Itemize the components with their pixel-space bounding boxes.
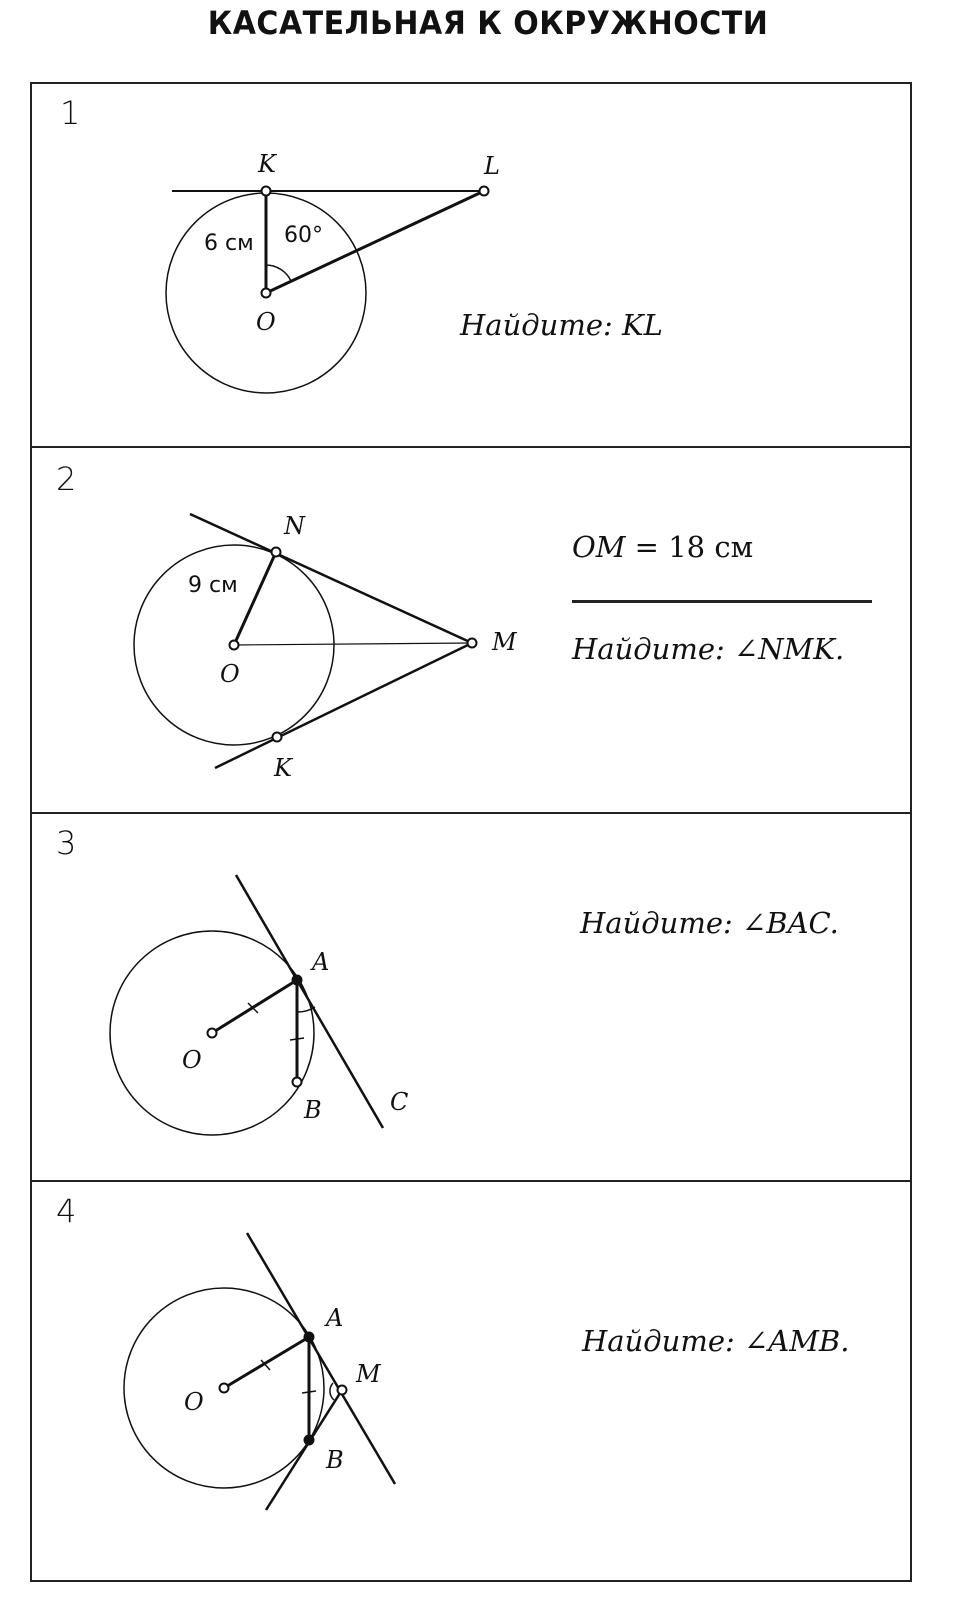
p1-label-k: K (258, 150, 276, 178)
p4-tangent-at-a (247, 1233, 395, 1484)
p1-point-o (262, 289, 271, 298)
p1-angle-arc (266, 265, 291, 281)
problem-3-number: 3 (56, 824, 77, 862)
p3-tick-ab (290, 1038, 304, 1040)
p4-point-b (304, 1435, 314, 1445)
p4-label-m: M (356, 1360, 381, 1388)
p3-point-b (293, 1078, 302, 1087)
p4-point-m (338, 1386, 347, 1395)
p2-label-m: M (492, 628, 517, 656)
p4-point-a (304, 1332, 314, 1342)
p1-radius-label: 6 см (204, 231, 254, 256)
p3-radius-oa (212, 980, 297, 1033)
p4-point-o (220, 1384, 229, 1393)
p2-label-n: N (284, 512, 305, 540)
p2-radius-on (234, 552, 276, 645)
p4-radius-oa (224, 1337, 309, 1388)
p3-label-a: A (312, 948, 330, 976)
p3-label-o: O (182, 1046, 202, 1074)
problem-4-task: Найдите: ∠AMB. (582, 1324, 850, 1358)
problem-1-number: 1 (60, 94, 81, 132)
p2-point-k (273, 733, 282, 742)
p1-point-l (480, 187, 489, 196)
p1-label-o: O (256, 308, 276, 336)
problem-4-number: 4 (56, 1192, 77, 1230)
p4-angle-arc (330, 1383, 334, 1400)
problem-3-task: Найдите: ∠BAC. (580, 906, 839, 940)
p1-label-l: L (484, 152, 500, 180)
problem-1-figure (166, 187, 489, 394)
problem-1-task: Найдите: KL (460, 308, 663, 342)
p4-label-b: B (326, 1446, 344, 1474)
problem-2-given-segment: OM (572, 530, 626, 564)
p1-angle-label: 60° (284, 223, 323, 248)
p2-segment-om (234, 643, 472, 645)
problem-2-figure (134, 514, 477, 768)
problem-2-task: Найдите: ∠NMK. (572, 632, 845, 666)
p4-label-a: A (326, 1304, 344, 1332)
p2-label-k: K (274, 754, 292, 782)
p2-point-n (272, 548, 281, 557)
p3-point-a (292, 975, 302, 985)
page-title: КАСАТЕЛЬНАЯ К ОКРУЖНОСТИ (207, 4, 769, 43)
problem-4-figure (124, 1233, 395, 1510)
problem-2-number: 2 (56, 460, 77, 498)
p2-label-o: O (220, 660, 240, 688)
p3-point-o (208, 1029, 217, 1038)
p2-radius-label: 9 см (188, 573, 238, 598)
p3-label-b: B (304, 1096, 322, 1124)
p4-tick-ab (302, 1391, 316, 1393)
p4-label-o: O (184, 1388, 204, 1416)
problem-3-figure (110, 875, 383, 1135)
p3-label-c: C (390, 1088, 409, 1116)
p2-point-o (230, 641, 239, 650)
p1-point-k (262, 187, 271, 196)
problem-2-given-value: = 18 см (625, 530, 754, 564)
p2-tangent-mk (215, 643, 472, 768)
p3-tangent-line (236, 875, 383, 1128)
p2-point-m (468, 639, 477, 648)
